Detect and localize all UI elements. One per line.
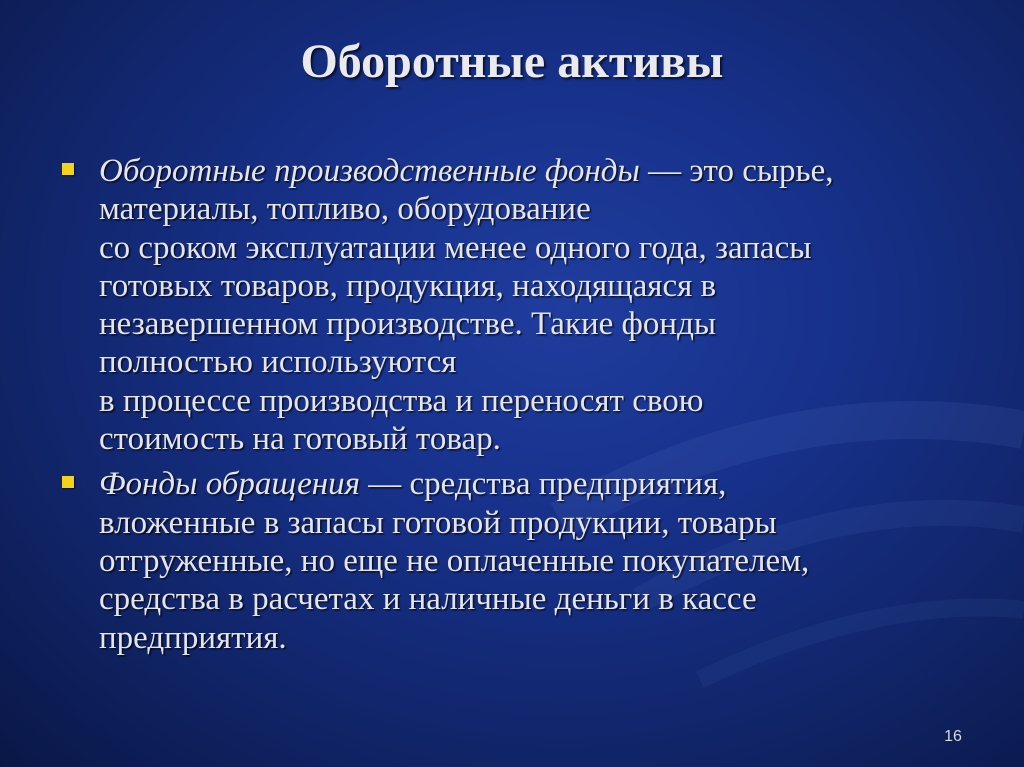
bullet-line: готовых товаров, продукция, находящаяся в <box>99 267 717 304</box>
bullet-line: стоимость на готовый товар. <box>99 421 501 458</box>
bullet-line <box>99 465 962 503</box>
bullet-line: вложенные в запасы готовой продукции, товары <box>99 504 777 541</box>
bullet-text: — это сырье, <box>639 153 834 189</box>
bullet-line: материалы, топливо, оборудование <box>99 191 591 228</box>
slide-title: Оборотные активы <box>300 35 724 88</box>
bullet-text: — средства предприятия, <box>359 466 727 503</box>
bullet-square-icon <box>62 163 74 175</box>
page-number: 16 <box>944 728 962 745</box>
term-italic: Оборотные производственные фонды <box>99 153 640 189</box>
bullet-line <box>99 152 962 190</box>
bullet-line: предприятия. <box>99 619 287 656</box>
bullet-square-icon <box>62 476 74 488</box>
bullet-line: в процессе производства и переносят свою <box>99 382 704 419</box>
bullet-line: незавершенном производстве. Такие фонды <box>99 306 717 343</box>
bullet-line: отгруженные, но еще не оплаченные покупателем, <box>99 542 810 579</box>
bullet-line: средства в расчетах и наличные деньги в кассе <box>99 581 757 618</box>
bullet-line: полностью используются <box>99 344 457 381</box>
bullet-list <box>62 152 962 664</box>
bullet-item-circulation-funds <box>62 465 962 656</box>
bullet-line: со сроком эксплуатации менее одного года, запасы <box>99 229 812 266</box>
bullet-item-working-production-funds <box>62 152 962 458</box>
term-italic: Фонды обращения <box>99 466 360 503</box>
